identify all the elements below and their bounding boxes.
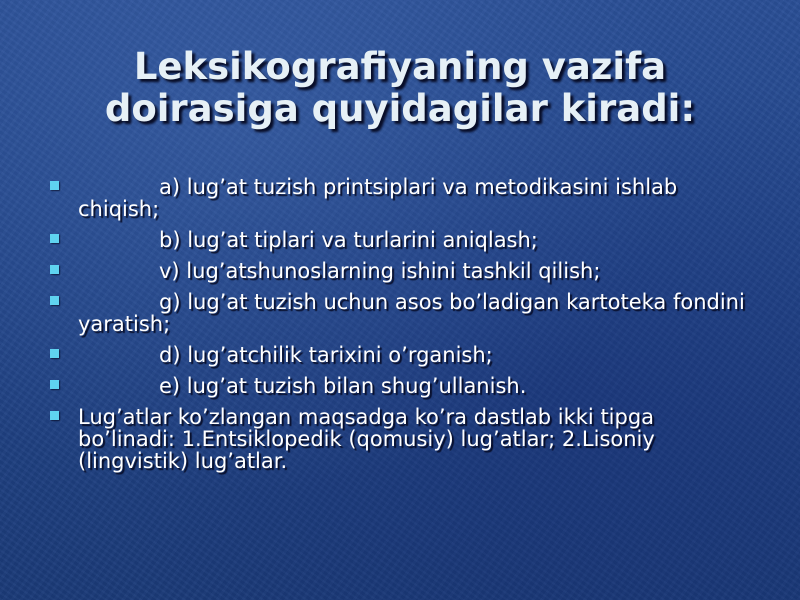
- list-item-text: Lug’atlar ko’zlangan maqsadga ko’ra dastlab ikki tipga bo’linadi: 1.Entsiklopedik (qomusiy) lug’atlar; 2.Lisoniy (lingvistik) lug’atlar.: [78, 405, 655, 473]
- square-bullet-icon: [50, 349, 59, 358]
- slide-title-line-2: doirasiga quyidagilar kiradi:: [104, 87, 696, 130]
- slide-title-line-1: Leksikografiyaning vazifa: [133, 45, 667, 88]
- list-item: [48, 291, 748, 335]
- slide-title: [40, 46, 760, 130]
- list-item: [48, 260, 748, 282]
- list-item-text: g) lug’at tuzish uchun asos bo’ladigan kartoteka fondini yaratish;: [78, 290, 745, 336]
- list-item-text: d) lug’atchilik tarixini o’rganish;: [159, 343, 493, 367]
- square-bullet-icon: [50, 411, 59, 420]
- square-bullet-icon: [50, 265, 59, 274]
- bullet-list: [48, 176, 748, 481]
- list-item: [48, 406, 748, 472]
- list-item: [48, 375, 748, 397]
- list-item: [48, 176, 748, 220]
- square-bullet-icon: [50, 380, 59, 389]
- list-item-text: b) lug’at tiplari va turlarini aniqlash;: [159, 228, 538, 252]
- list-item-text: v) lug’atshunoslarning ishini tashkil qilish;: [159, 259, 601, 283]
- list-item-text: e) lug’at tuzish bilan shug’ullanish.: [159, 374, 527, 398]
- square-bullet-icon: [50, 234, 59, 243]
- list-item: [48, 344, 748, 366]
- list-item-text: a) lug’at tuzish printsiplari va metodikasini ishlab chiqish;: [78, 175, 678, 221]
- square-bullet-icon: [50, 181, 59, 190]
- list-item: [48, 229, 748, 251]
- square-bullet-icon: [50, 296, 59, 305]
